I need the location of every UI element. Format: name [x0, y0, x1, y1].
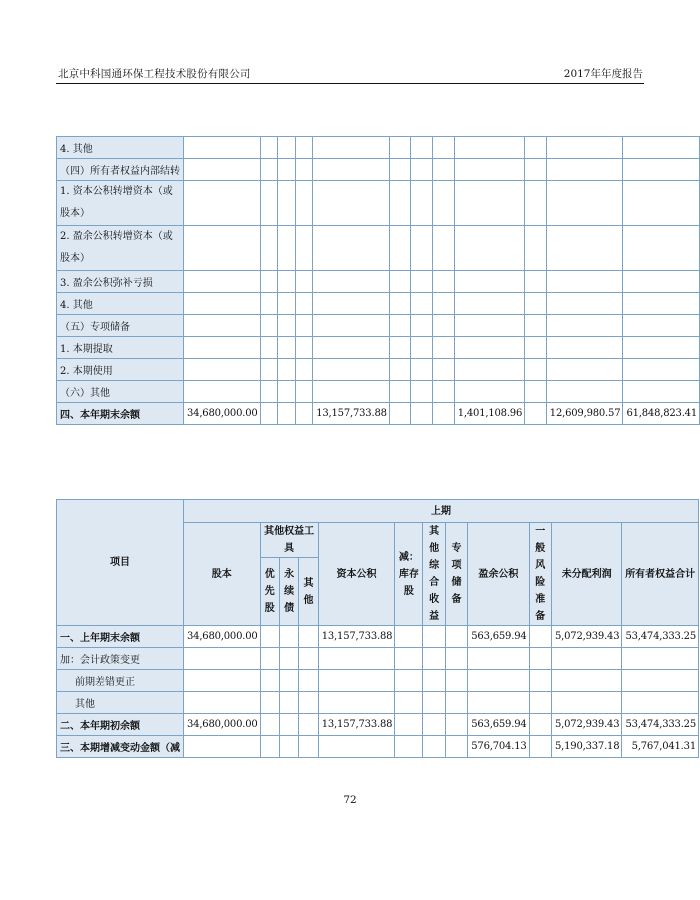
- header-treasury: 减：库存股: [395, 523, 423, 626]
- header-company: 北京中科国通环保工程技术股份有限公司: [58, 68, 251, 80]
- row-label: 前期差错更正: [57, 670, 184, 692]
- header-special-reserve: 专项储备: [445, 523, 467, 626]
- header-general-risk: 一般风险准备: [529, 523, 551, 626]
- table-row: [57, 159, 700, 181]
- row-label: 3. 盈余公积弥补亏损: [57, 271, 184, 293]
- row-label: 1. 本期提取: [57, 337, 184, 359]
- row-label: 1. 资本公积转增资本（或股本）: [57, 181, 184, 226]
- header-report-title: 2017年年度报告: [563, 68, 643, 80]
- equity-change-table-prior: [56, 499, 700, 758]
- header-preferred: 优先股: [260, 558, 279, 626]
- table-row: [57, 692, 700, 714]
- table-row: [57, 226, 700, 271]
- header-surplus-reserve: 盈余公积: [468, 523, 529, 626]
- header-capital-reserve: 资本公积: [318, 523, 395, 626]
- table-row: 三、本期增减变动金额（减 576,704.13 5,190,337.18 5,767,041.31: [57, 736, 700, 758]
- row-label: （四）所有者权益内部结转: [57, 159, 184, 181]
- table-row: [57, 181, 700, 226]
- table-row: [57, 381, 700, 403]
- header-oci: 其他综合收益: [423, 523, 445, 626]
- header-total: 所有者权益合计: [622, 523, 699, 626]
- table-row: 一、上年期末余额 34,680,000.00 13,157,733.88 563,659.94 5,072,939.43 53,474,333.25: [57, 626, 700, 648]
- row-label: 加：会计政策变更: [57, 648, 184, 670]
- header-item: 项目: [57, 500, 184, 626]
- table-row: [57, 403, 700, 425]
- table-row: [57, 670, 700, 692]
- row-label: 4. 其他: [57, 293, 184, 315]
- row-label: 2. 本期使用: [57, 359, 184, 381]
- table-row: [57, 315, 700, 337]
- equity-change-table-current: [56, 136, 700, 425]
- table-row: [57, 359, 700, 381]
- cell-share-capital: 34,680,000.00: [184, 403, 261, 425]
- header-other-equity: 其他权益工具: [260, 523, 318, 558]
- row-label: 三、本期增减变动金额（减: [57, 736, 184, 758]
- cell-surplus-reserve: 1,401,108.96: [454, 403, 524, 425]
- row-label: （六）其他: [57, 381, 184, 403]
- header-perpetual: 永续债: [279, 558, 298, 626]
- row-label: 4. 其他: [57, 137, 184, 159]
- row-label: 四、本年期末余额: [57, 403, 184, 425]
- table-row: [57, 293, 700, 315]
- row-label: 一、上年期末余额: [57, 626, 184, 648]
- page-number: 72: [343, 794, 357, 806]
- row-label: 二、本年期初余额: [57, 714, 184, 736]
- row-label: （五）专项储备: [57, 315, 184, 337]
- row-label: 其他: [57, 692, 184, 714]
- cell-capital-reserve: 13,157,733.88: [313, 403, 390, 425]
- table-row: [57, 648, 700, 670]
- row-label: 2. 盈余公积转增资本（或股本）: [57, 226, 184, 271]
- header-divider: [56, 83, 644, 84]
- header-share-capital: 股本: [184, 523, 261, 626]
- cell-undistributed: 12,609,980.57: [546, 403, 623, 425]
- table-row: [57, 137, 700, 159]
- table-row: [57, 337, 700, 359]
- table-row: [57, 271, 700, 293]
- header-other: 其他: [299, 558, 318, 626]
- cell-total: 61,848,823.41: [623, 403, 700, 425]
- table-row: 二、本年期初余额 34,680,000.00 13,157,733.88 563,659.94 5,072,939.43 53,474,333.25: [57, 714, 700, 736]
- header-undistributed: 未分配利润: [551, 523, 621, 626]
- header-period: 上期: [184, 500, 699, 523]
